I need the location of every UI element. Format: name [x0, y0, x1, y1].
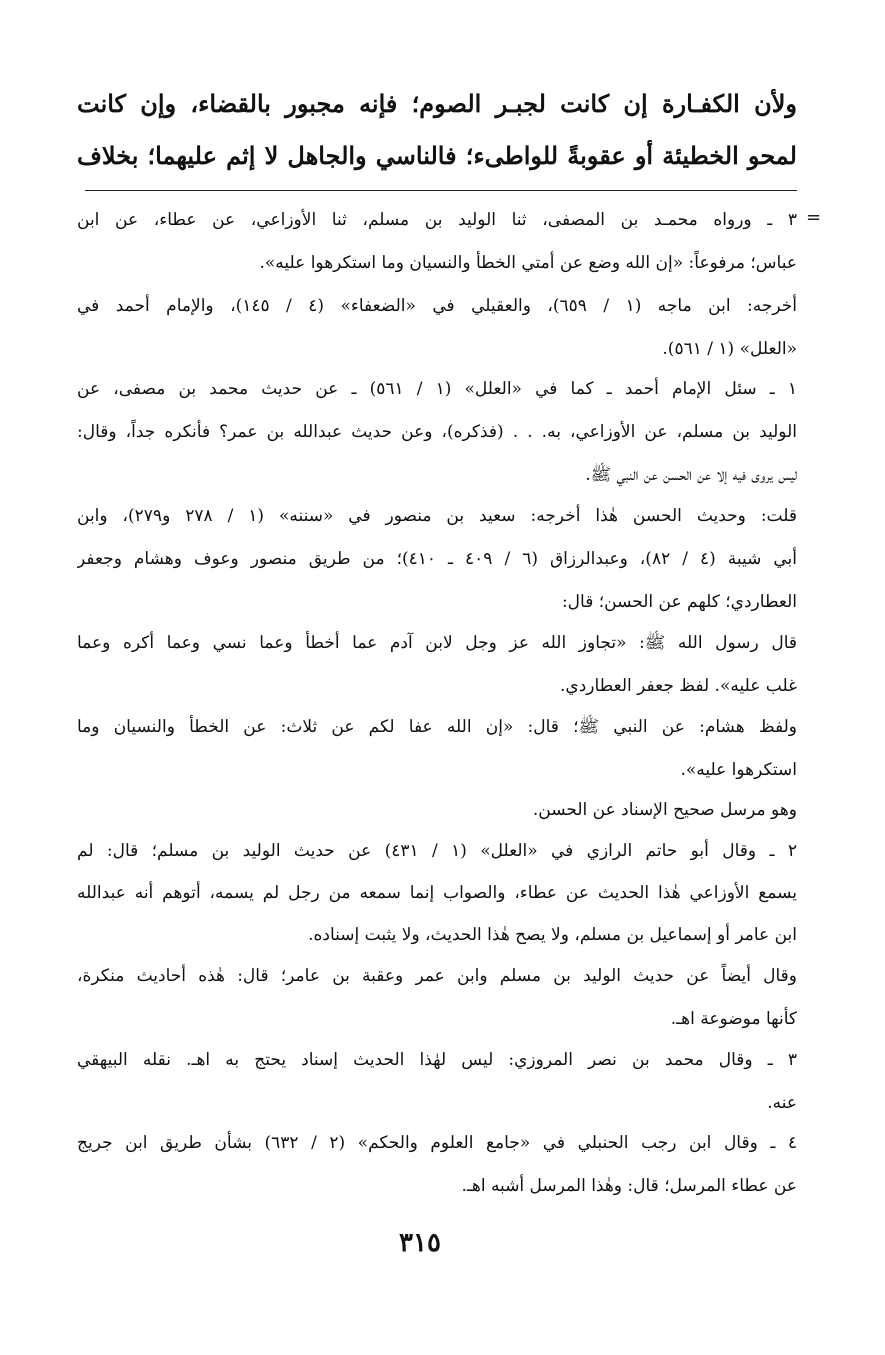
footnote-line: ٤ ـ وقال ابن رجب الحنبلي في «جامع العلوم والحكم» (٢ / ٦٣٢) بشأن طريق ابن جريج	[77, 1133, 797, 1153]
continuation-mark: =	[806, 207, 822, 228]
footnote-line: ٣ ـ ورواه محمـد بن المصفى، ثنا الوليد بن مسلم، ثنا الأوزاعي، عن عطاء، عن ابن	[77, 210, 797, 230]
footnote-line: أخرجه: ابن ماجه (١ / ٦٥٩)، والعقيلي في «الضعفاء» (٤ / ١٤٥)، والإمام أحمد في	[77, 296, 797, 316]
footnote-line: العطاردي؛ كلهم عن الحسن؛ قال:	[561, 592, 797, 612]
main-text-line: لمحو الخطيئة أو عقوبةً للواطىء؛ فالناسي والجاهل لا إثم عليهما؛ بخلاف	[77, 141, 797, 170]
footnote-line: غلب عليه». لفظ جعفر العطاردي.	[560, 676, 797, 696]
footnote-line: أبي شيبة (٤ / ٨٢)، وعبدالرزاق (٦ / ٤٠٩ ـ ٤١٠)؛ من طريق منصور وعوف وهشام وجعفر	[77, 549, 797, 569]
footnote-line: كأنها موضوعة اهـ.	[670, 1009, 797, 1029]
footnote-line: ٢ ـ وقال أبو حاتم الرازي في «العلل» (١ / ٤٣١) عن حديث الوليد بن مسلم؛ قال: لم	[77, 841, 797, 861]
footnote-line: ليس يروى فيه إلا عن الحسن عن النبي ﷺ.	[585, 465, 797, 485]
footnote-line: ١ ـ سئل الإمام أحمد ـ كما في «العلل» (١ / ٥٦١) ـ عن حديث محمد بن مصفى، عن	[77, 379, 797, 399]
footnote-separator	[85, 190, 797, 191]
page-number: ٣١٥	[399, 1228, 441, 1258]
footnote-line: عنه.	[767, 1093, 797, 1113]
footnote-line: عن عطاء المرسل؛ قال: وهٰذا المرسل أشبه اهـ.	[461, 1176, 797, 1196]
footnote-line: الوليد بن مسلم، عن الأوزاعي، به. . . (فذكره)، وعن حديث عبدالله بن عمر؟ فأنكره جداً، وقال:	[77, 422, 797, 442]
footnote-line: قال رسول الله ﷺ: «تجاوز الله عز وجل لابن آدم عما أخطأ وعما نسي وعما أكره وعما	[77, 633, 797, 653]
main-text-line: ولأن الكفـارة إن كانت لجبـر الصوم؛ فإنه مجبور بالقضاء، وإن كانت	[77, 89, 797, 118]
footnote-line: ابن عامر أو إسماعيل بن مسلم، ولا يصح هٰذا الحديث، ولا يثبت إسناده.	[308, 925, 797, 945]
footnote-line: استكرهوا عليه».	[680, 760, 797, 780]
footnote-line: وقال أيضاً عن حديث الوليد بن مسلم وابن عمر وعقبة بن عامر؛ قال: هٰذه أحاديث منكرة،	[77, 966, 797, 986]
footnote-line: ولفظ هشام: عن النبي ﷺ؛ قال: «إن الله عفا لكم عن ثلاث: عن الخطأ والنسيان وما	[77, 717, 797, 737]
footnote-line: عباس؛ مرفوعاً: «إن الله وضع عن أمتي الخطأ والنسيان وما استكرهوا عليه».	[259, 253, 797, 273]
footnote-line: وهو مرسل صحيح الإسناد عن الحسن.	[532, 800, 797, 820]
footnote-line: يسمع الأوزاعي هٰذا الحديث عن عطاء، والصواب إنما سمعه من رجل لم يسمه، أتوهم أنه عبدالله	[77, 883, 797, 903]
footnote-line: «العلل» (١ / ٥٦١).	[662, 339, 797, 359]
footnote-line: ٣ ـ وقال محمد بن نصر المروزي: ليس لهٰذا الحديث إسناد يحتج به اهـ. نقله البيهقي	[77, 1050, 797, 1070]
footnote-line: قلت: وحديث الحسن هٰذا أخرجه: سعيد بن منصور في «سننه» (١ / ٢٧٨ و٢٧٩)، وابن	[77, 506, 797, 526]
